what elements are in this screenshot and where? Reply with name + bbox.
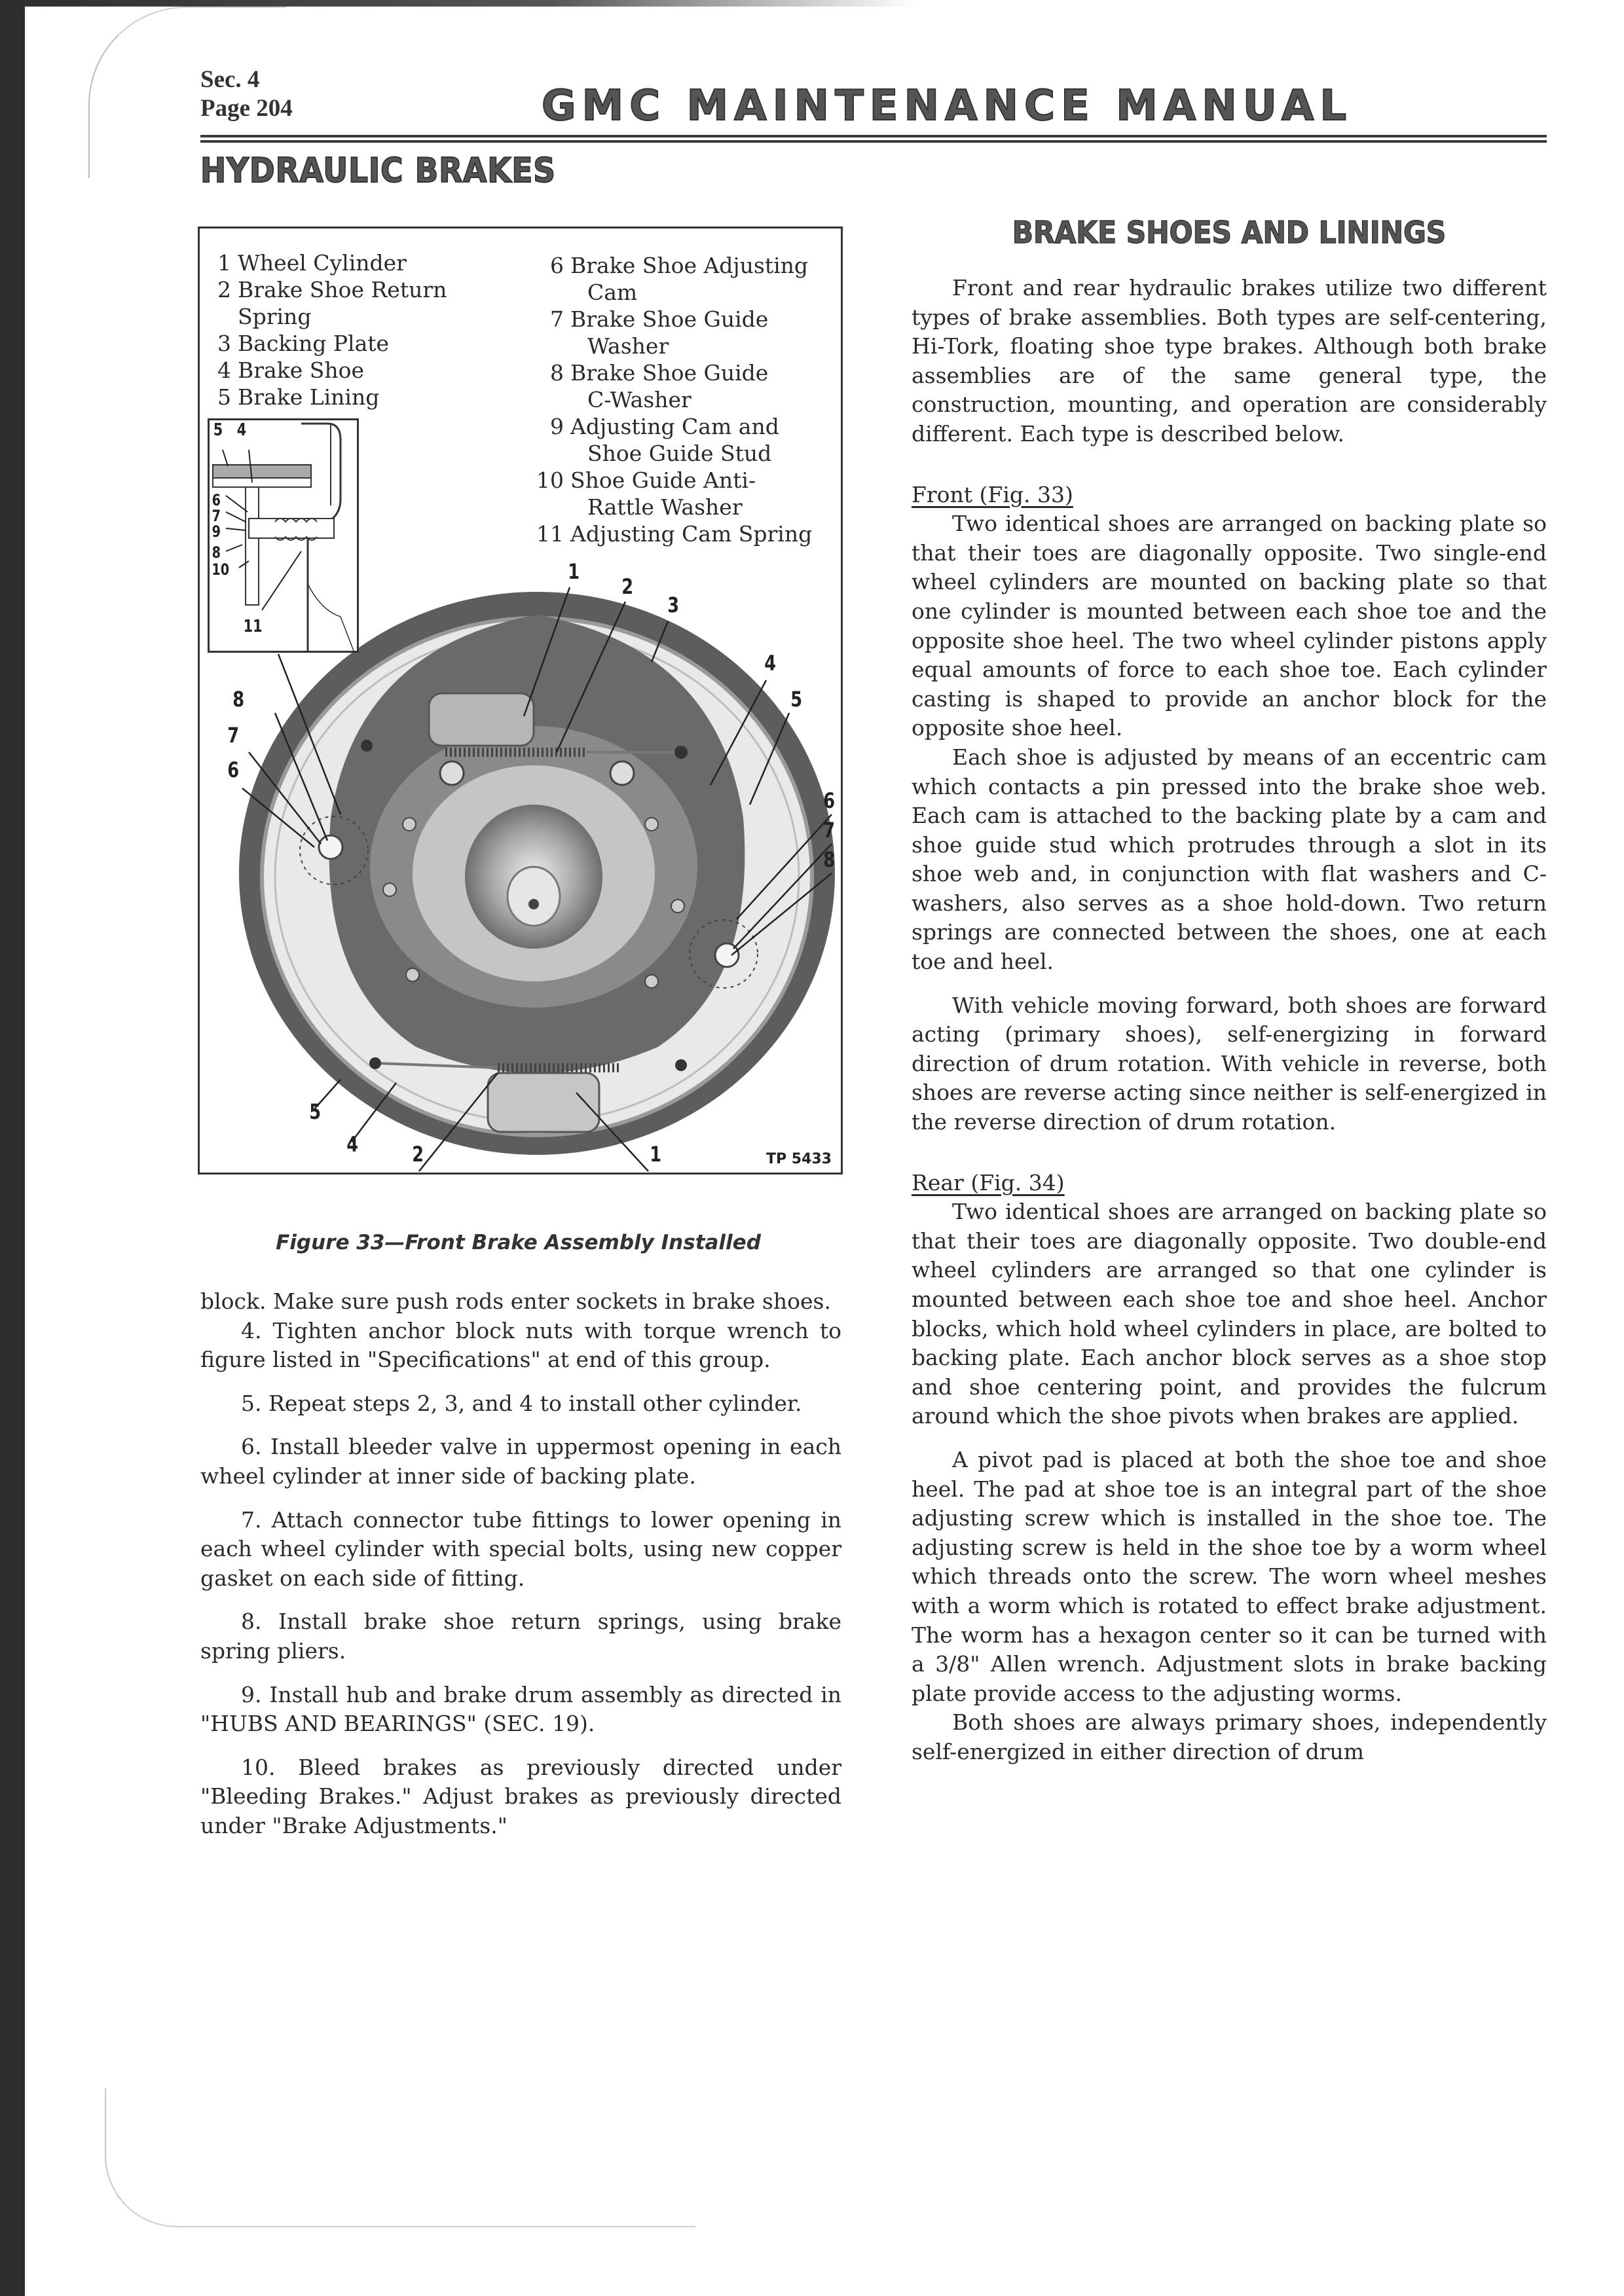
left-column-text: [200, 1287, 841, 1841]
figure-33: [198, 227, 843, 1175]
header-rule-bottom: [200, 140, 1547, 143]
step-8: 8. Install brake shoe return springs, using brake spring pliers.: [200, 1609, 841, 1664]
legend-item-8: 8 Brake Shoe Guide: [550, 360, 769, 386]
legend-item-10: 10 Shoe Guide Anti-: [536, 467, 756, 493]
legend-item-4: 4 Brake Shoe: [217, 357, 364, 383]
legend-item-2: 2 Brake Shoe Return: [217, 277, 447, 302]
step-10: 10. Bleed brakes as previously directed under "Bleeding Brakes." Adjust brakes as previously directed under "Brake Adjustments.": [200, 1754, 841, 1838]
callout-2-top: 2: [621, 574, 634, 599]
legend-item-7: 7 Brake Shoe Guide: [550, 306, 769, 332]
page-corner-bottom: [105, 2088, 695, 2227]
inset-callout-7: 7: [212, 507, 221, 525]
figure-legend-right: [527, 252, 812, 547]
header-rule-top: [200, 135, 1547, 137]
inset-cross-section: [208, 418, 359, 653]
rear-paragraph-1: Two identical shoes are arranged on backing plate so that their toes are diagonally opposite. Two double-end wheel cylinders are arranged so that one cylinder is mounted between each shoe toe and shoe heel. Anchor blocks, which hold wheel cylinders in place, are bolted to backing plate. Each anchor block serves as a shoe stop and shoe centering point, and provides the fulcrum around which the shoe pivots when brakes are applied.: [912, 1199, 1547, 1429]
front-paragraph-1: Two identical shoes are arranged on backing plate so that their toes are diagonally opposite. Two single-end wheel cylinders are mounted on backing plate so that one cylinder is mounted between each shoe toe and the opposite shoe heel. The two wheel cylinder pistons apply equal amounts of force to each shoe toe. Each cylinder casting is shaped to provide an anchor block for the opposite shoe heel.: [912, 511, 1547, 741]
inset-callout-9: 9: [212, 522, 221, 541]
section-page-label: [200, 65, 293, 123]
figure-caption: Figure 33—Front Brake Assembly Installed: [276, 1231, 761, 1254]
callout-2-bottom: 2: [412, 1142, 424, 1167]
legend-item-3: 3 Backing Plate: [217, 331, 390, 356]
front-paragraph-2: Each shoe is adjusted by means of an eccentric cam which contacts a pin pressed into the brake shoe web. Each cam is attached to the backing plate by a cam and shoe guide stud which protrudes through a slot in its shoe web and, in conjunction with flat washers and C-washers, also serves as a shoe hold-down. Two return springs are connected between the shoes, one at each toe and heel.: [912, 744, 1547, 975]
inset-callout-5: 5: [213, 420, 223, 440]
figure-legend-left: [206, 249, 447, 410]
rear-paragraph-3: Both shoes are always primary shoes, independently self-energized in either direction of drum: [912, 1709, 1547, 1764]
step-7: 7. Attach connector tube fittings to lower opening in each wheel cylinder with special bolts, using new copper gasket on each side of fitting.: [200, 1506, 841, 1591]
page-number: Page 204: [200, 95, 293, 122]
callout-7-left: 7: [227, 723, 240, 748]
front-subheading: Front (Fig. 33): [912, 481, 1073, 507]
intro-paragraph: Front and rear hydraulic brakes utilize two different types of brake assemblies. Both types are self-centering, Hi-Tork, floating shoe type brakes. Although both brake assemblies are of the same general type, the construction, mounting, and operation are considerably different. Each type is described below.: [912, 275, 1547, 446]
callout-7-right: 7: [823, 818, 836, 843]
inset-callout-8: 8: [212, 543, 221, 562]
step-5: 5. Repeat steps 2, 3, and 4 to install other cylinder.: [241, 1390, 802, 1416]
callout-6-left: 6: [227, 757, 240, 782]
callout-4-left: 4: [346, 1132, 359, 1157]
legend-item-6: 6 Brake Shoe Adjusting: [550, 253, 809, 278]
rear-subheading: Rear (Fig. 34): [912, 1169, 1065, 1195]
inset-callout-4: 4: [236, 420, 247, 440]
step-4: 4. Tighten anchor block nuts with torque wrench to figure listed in "Specifications" at end of this group.: [200, 1317, 841, 1373]
legend-item-5: 5 Brake Lining: [217, 384, 380, 410]
right-column-text: [912, 274, 1547, 1767]
callout-5-left: 5: [309, 1099, 322, 1124]
section-title: HYDRAULIC BRAKES: [200, 151, 556, 191]
callout-5-right: 5: [790, 687, 803, 712]
legend-item-7-cont: Washer: [587, 333, 669, 359]
tp-code: TP 5433: [766, 1151, 832, 1167]
legend-item-6-cont: Cam: [587, 280, 638, 305]
manual-title: GMC MAINTENANCE MANUAL: [542, 82, 1353, 130]
brake-shoes-heading: BRAKE SHOES AND LININGS: [1012, 215, 1447, 250]
legend-item-2-cont: Spring: [238, 304, 312, 329]
callout-8-right: 8: [823, 847, 836, 872]
callout-1-top: 1: [568, 559, 580, 584]
cross-section-illustration: [210, 420, 357, 651]
step-9: 9. Install hub and brake drum assembly as directed in "HUBS AND BEARINGS" (SEC. 19).: [200, 1681, 841, 1737]
rear-paragraph-2: A pivot pad is placed at both the shoe toe and shoe heel. The pad at shoe toe is an integral part of the shoe adjusting screw which is installed in the shoe toe. The adjusting screw is held in the shoe toe by a worm wheel which threads onto the screw. The worn wheel meshes with a worm which is rotated to effect brake adjustment. The worm has a hexagon center so it can be turned with a 3/8" Allen wrench. Adjustment slots in brake backing plate provide access to the adjusting worms.: [912, 1446, 1547, 1706]
legend-item-8-cont: C-Washer: [587, 387, 692, 412]
step-6: 6. Install bleeder valve in uppermost opening in each wheel cylinder at inner side of backing plate.: [200, 1434, 841, 1489]
callout-1-bottom: 1: [650, 1142, 662, 1167]
callout-4-right: 4: [764, 651, 777, 676]
front-paragraph-3: With vehicle moving forward, both shoes are forward acting (primary shoes), self-energizing in forward direction of drum rotation. With vehicle in reverse, both shoes are reverse acting since neither is self-energized in the reverse direction of drum rotation.: [912, 992, 1547, 1135]
section-number: Sec. 4: [200, 66, 260, 93]
scan-edge-left: [0, 0, 25, 2296]
legend-item-1: 1 Wheel Cylinder: [217, 250, 407, 276]
legend-item-9: 9 Adjusting Cam and: [550, 414, 779, 439]
legend-item-9-cont: Shoe Guide Stud: [587, 441, 772, 466]
callout-6-right: 6: [823, 788, 836, 813]
callout-3: 3: [667, 592, 680, 617]
inset-callout-10: 10: [212, 560, 230, 579]
legend-item-10-cont: Rattle Washer: [587, 494, 743, 520]
paragraph-continuation: block. Make sure push rods enter sockets in brake shoes.: [200, 1288, 831, 1314]
callout-8-left: 8: [232, 687, 245, 712]
inset-callout-11: 11: [243, 617, 263, 636]
legend-item-11: 11 Adjusting Cam Spring: [536, 521, 813, 547]
inset-callout-6: 6: [212, 491, 221, 509]
scan-edge-top: [0, 0, 917, 7]
